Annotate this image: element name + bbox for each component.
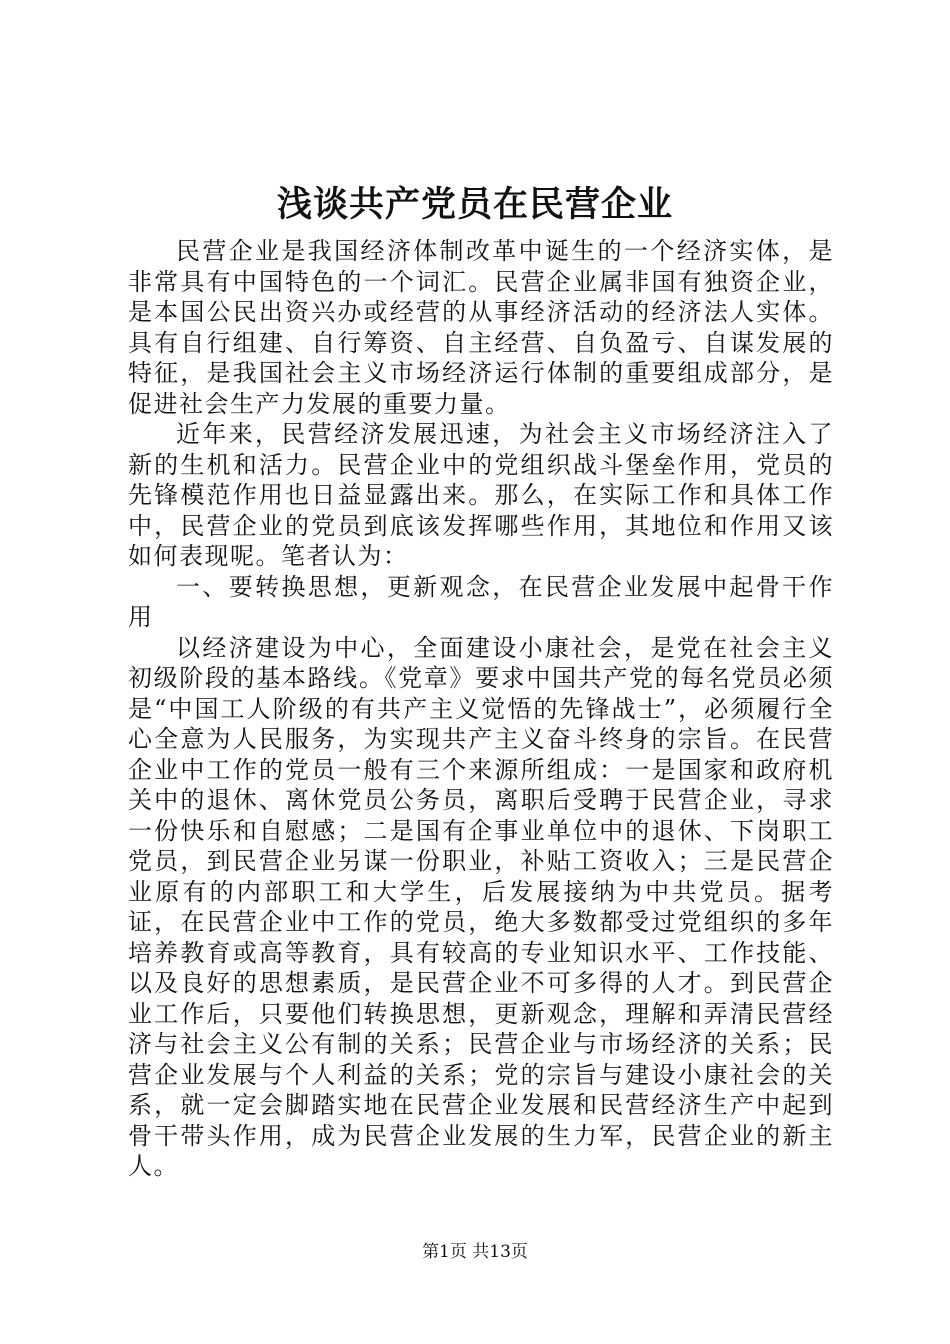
paragraph-intro: 民营企业是我国经济体制改革中诞生的一个经济实体，是非常具有中国特色的一个词汇。民营企业属非国有独资企业，是本国公民出资兴办或经营的从事经济活动的经济法人实体。具有自行组建、自行筹资、自主经营、自负盈亏、自谋发展的特征，是我国社会主义市场经济运行体制的重要组成部分，是促进社会生产力发展的重要力量。 [128, 237, 834, 418]
section-heading-1: 一、要转换思想，更新观念，在民营企业发展中起骨干作用 [128, 572, 834, 631]
document-title: 浅谈共产党员在民营企业 [276, 184, 673, 225]
paragraph-background: 近年来，民营经济发展迅速，为社会主义市场经济注入了新的生机和活力。民营企业中的党组织战斗堡垒作用，党员的先锋模范作用也日益显露出来。那么，在实际工作和具体工作中，民营企业的党员到底该发挥哪些作用，其地位和作用又该如何表现呢。笔者认为： [128, 420, 834, 570]
paragraph-section-1: 以经济建设为中心，全面建设小康社会，是党在社会主义初级阶段的基本路线。《党章》要求中国共产党的每名党员必须是“中国工人阶级的有共产主义觉悟的先锋战士”，必须履行全心全意为人民服务，为实现共产主义奋斗终身的宗旨。在民营企业中工作的党员一般有三个来源所组成：一是国家和政府机关中的退休、离休党员公务员，离职后受聘于民营企业，寻求一份快乐和自慰感；二是国有企事业单位中的退休、下岗职工党员，到民营企业另谋一份职业，补贴工资收入；三是民营企业原有的内部职工和大学生，后发展接纳为中共党员。据考证，在民营企业中工作的党员，绝大多数都受过党组织的多年培养教育或高等教育，具有较高的专业知识水平、工作技能、以及良好的思想素质，是民营企业不可多得的人才。到民营企业工作后，只要他们转换思想，更新观念，理解和弄清民营经济与社会主义公有制的关系；民营企业与市场经济的关系；民营企业发展与个人利益的关系；党的宗旨与建设小康社会的关系，就一定会脚踏实地在民营企业发展和民营经济生产中起到骨干带头作用，成为民营企业发展的生力军，民营企业的新主人。 [128, 633, 834, 1180]
document-body [128, 236, 834, 1182]
page-number: 第1页 共13页 [422, 1242, 528, 1262]
